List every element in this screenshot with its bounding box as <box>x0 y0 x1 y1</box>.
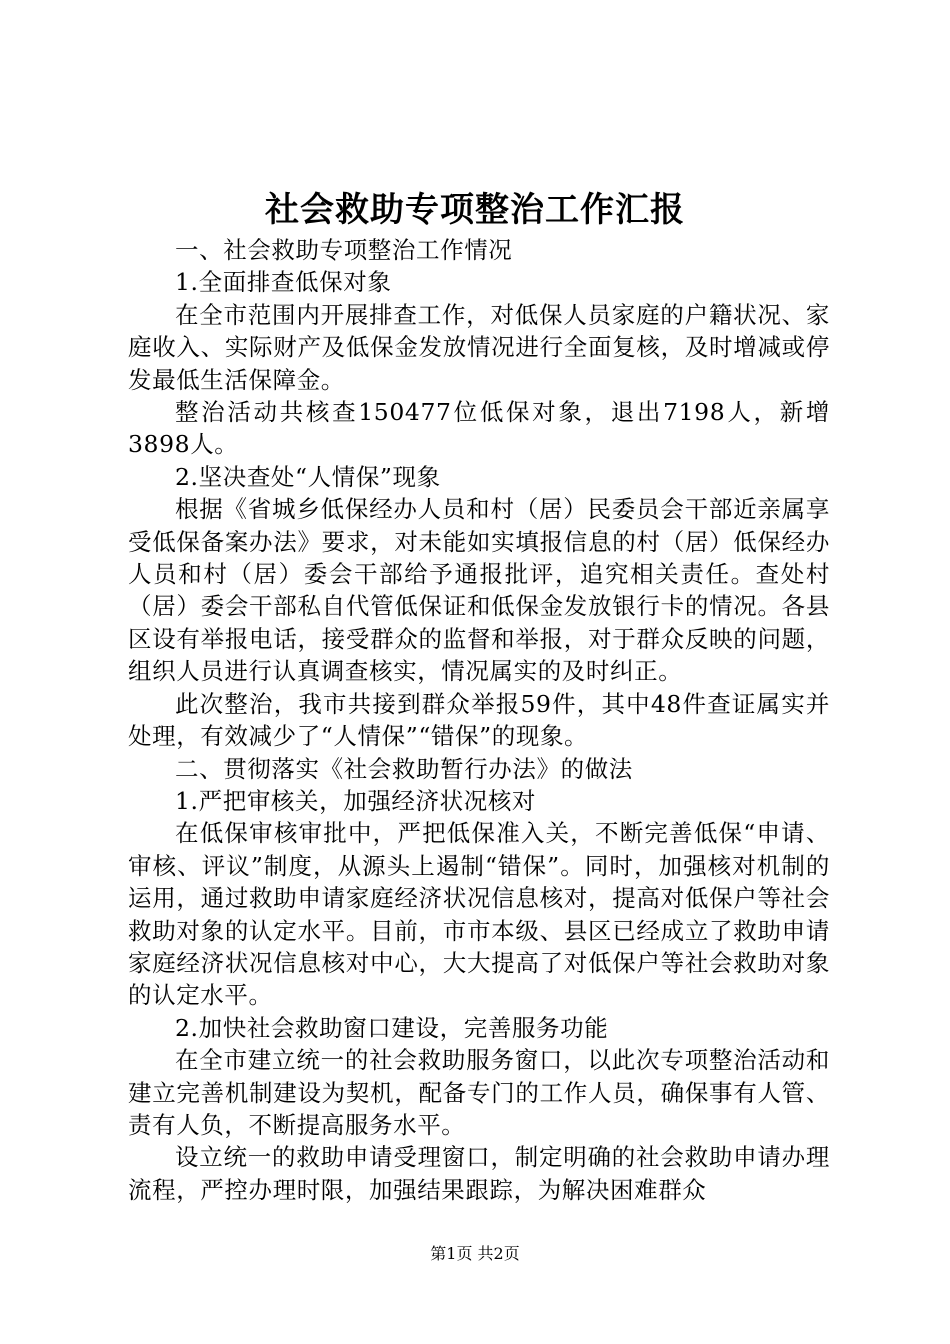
paragraph: 设立统一的救助申请受理窗口，制定明确的社会救助申请办理流程，严控办理时限，加强结果跟踪，为解决困难群众 <box>128 1143 830 1204</box>
paragraph: 整治活动共核查150477位低保对象，退出7198人，新增3898人。 <box>128 398 830 459</box>
paragraph: 在全市建立统一的社会救助服务窗口，以此次专项整治活动和建立完善机制建设为契机，配备专门的工作人员，确保事有人管、责有人负，不断提高服务水平。 <box>128 1046 830 1139</box>
subsection-heading: 1.严把审核关，加强经济状况核对 <box>175 786 537 815</box>
subsection-heading: 1.全面排查低保对象 <box>175 268 392 297</box>
document-title: 社会救助专项整治工作汇报 <box>265 190 685 230</box>
paragraph: 此次整治，我市共接到群众举报59件，其中48件查证属实并处理，有效减少了“人情保”“错保”的现象。 <box>128 689 830 751</box>
subsection-heading: 2.坚决查处“人情保”现象 <box>175 462 441 491</box>
document-body <box>128 234 830 1206</box>
paragraph: 在全市范围内开展排查工作，对低保人员家庭的户籍状况、家庭收入、实际财产及低保金发放情况进行全面复核，及时增减或停发最低生活保障金。 <box>128 300 830 394</box>
paragraph: 根据《省城乡低保经办人员和村（居）民委员会干部近亲属享受低保备案办法》要求，对未能如实填报信息的村（居）低保经办人员和村（居）委会干部给予通报批评，追究相关责任。查处村（居）委会干部私自代管低保证和低保金发放银行卡的情况。各县区设有举报电话，接受群众的监督和举报，对于群众反映的问题，组织人员进行认真调查核实，情况属实的及时纠正。 <box>128 495 830 686</box>
page-footer: 第1页 共2页 <box>430 1244 520 1263</box>
subsection-heading: 2.加快社会救助窗口建设，完善服务功能 <box>175 1013 609 1042</box>
section-heading: 一、社会救助专项整治工作情况 <box>175 236 513 264</box>
section-heading: 二、贯彻落实《社会救助暂行办法》的做法 <box>175 754 633 783</box>
paragraph: 在低保审核审批中，严把低保准入关，不断完善低保“申请、审核、评议”制度，从源头上遏制“错保”。同时，加强核对机制的运用，通过救助申请家庭经济状况信息核对，提高对低保户等社会救助对象的认定水平。目前，市市本级、县区已经成立了救助申请家庭经济状况信息核对中心，大大提高了对低保户等社会救助对象的认定水平。 <box>128 819 830 1010</box>
